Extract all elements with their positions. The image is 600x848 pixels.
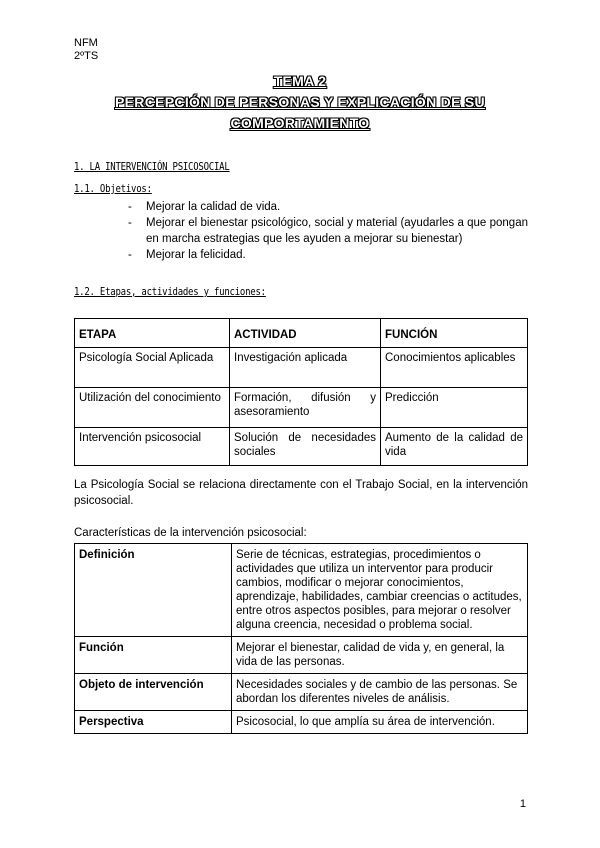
row-label: Función: [75, 637, 232, 674]
table-row: [75, 388, 528, 428]
table-caption: Características de la intervención psicosocial:: [74, 527, 307, 539]
stages-heading: 1.2. Etapas, actividades y funciones:: [74, 285, 266, 298]
doc-title-line2: PERCEPCIÓN DE PERSONAS Y EXPLICACIÓN DE SU: [115, 94, 485, 110]
list-item: - Mejorar la felicidad.: [128, 247, 528, 263]
list-item: - Mejorar el bienestar psicológico, social y material (ayudarles a que pongan en marcha estrategias que les ayuden a mejorar su bienestar): [128, 217, 528, 245]
table-header-row: [75, 319, 528, 348]
table-cell: Conocimientos aplicables: [381, 348, 528, 388]
objectives-heading: 1.1. Objetivos:: [74, 182, 152, 195]
section-heading: 1. LA INTERVENCIÓN PSICOSOCIAL: [74, 160, 230, 173]
doc-title-topic: TEMA 2: [273, 73, 327, 89]
header-course: 2ºTS: [74, 50, 99, 62]
header-author: NFM: [74, 37, 98, 49]
doc-title-line3: COMPORTAMIENTO: [230, 115, 370, 131]
table-row: [75, 348, 528, 388]
row-label: Perspectiva: [75, 711, 232, 734]
list-item-text: Mejorar la felicidad.: [146, 249, 246, 261]
table-row: [75, 428, 528, 466]
row-value: Psicosocial, lo que amplía su área de intervención.: [232, 711, 528, 734]
list-item-text: Mejorar el bienestar psicológico, social y material (ayudarles a que pongan en marcha estrategias que les ayuden a mejorar su bienestar): [146, 217, 528, 245]
row-value: Mejorar el bienestar, calidad de vida y, en general, la vida de las personas.: [232, 637, 528, 674]
table-cell: Formación, difusión y asesoramiento: [230, 388, 381, 428]
table-cell: Aumento de la calidad de vida: [381, 428, 528, 466]
row-value: Necesidades sociales y de cambio de las personas. Se abordan los diferentes niveles de análisis.: [232, 674, 528, 711]
list-item: - Mejorar la calidad de vida.: [128, 199, 528, 215]
page-number: 1: [519, 798, 526, 810]
table-row: [75, 674, 528, 711]
table-cell: Predicción: [381, 388, 528, 428]
column-header: FUNCIÓN: [381, 319, 528, 348]
column-header: ETAPA: [75, 319, 230, 348]
table-cell: Utilización del conocimiento: [75, 388, 230, 428]
table-row: [75, 544, 528, 637]
table-row: [75, 711, 528, 734]
column-header: ACTIVIDAD: [230, 319, 381, 348]
characteristics-table: [74, 543, 528, 734]
list-item-text: Mejorar la calidad de vida.: [146, 201, 281, 213]
table-row: [75, 637, 528, 674]
table-cell: Psicología Social Aplicada: [75, 348, 230, 388]
table-cell: Investigación aplicada: [230, 348, 381, 388]
row-label: Definición: [75, 544, 232, 637]
table-cell: Solución de necesidades sociales: [230, 428, 381, 466]
body-paragraph: La Psicología Social se relaciona directamente con el Trabajo Social, en la intervención psicosocial.: [74, 479, 528, 507]
table-cell: Intervención psicosocial: [75, 428, 230, 466]
stages-table: [74, 318, 528, 466]
row-label: Objeto de intervención: [75, 674, 232, 711]
row-value: Serie de técnicas, estrategias, procedimientos o actividades que utiliza un interventor para producir cambios, modificar o mejorar conocimientos, aprendizaje, habilidades, cambiar creencias o actitudes, entre otros aspectos posibles, para mejorar o resolver alguna creencia, necesidad o problema social.: [232, 544, 528, 637]
